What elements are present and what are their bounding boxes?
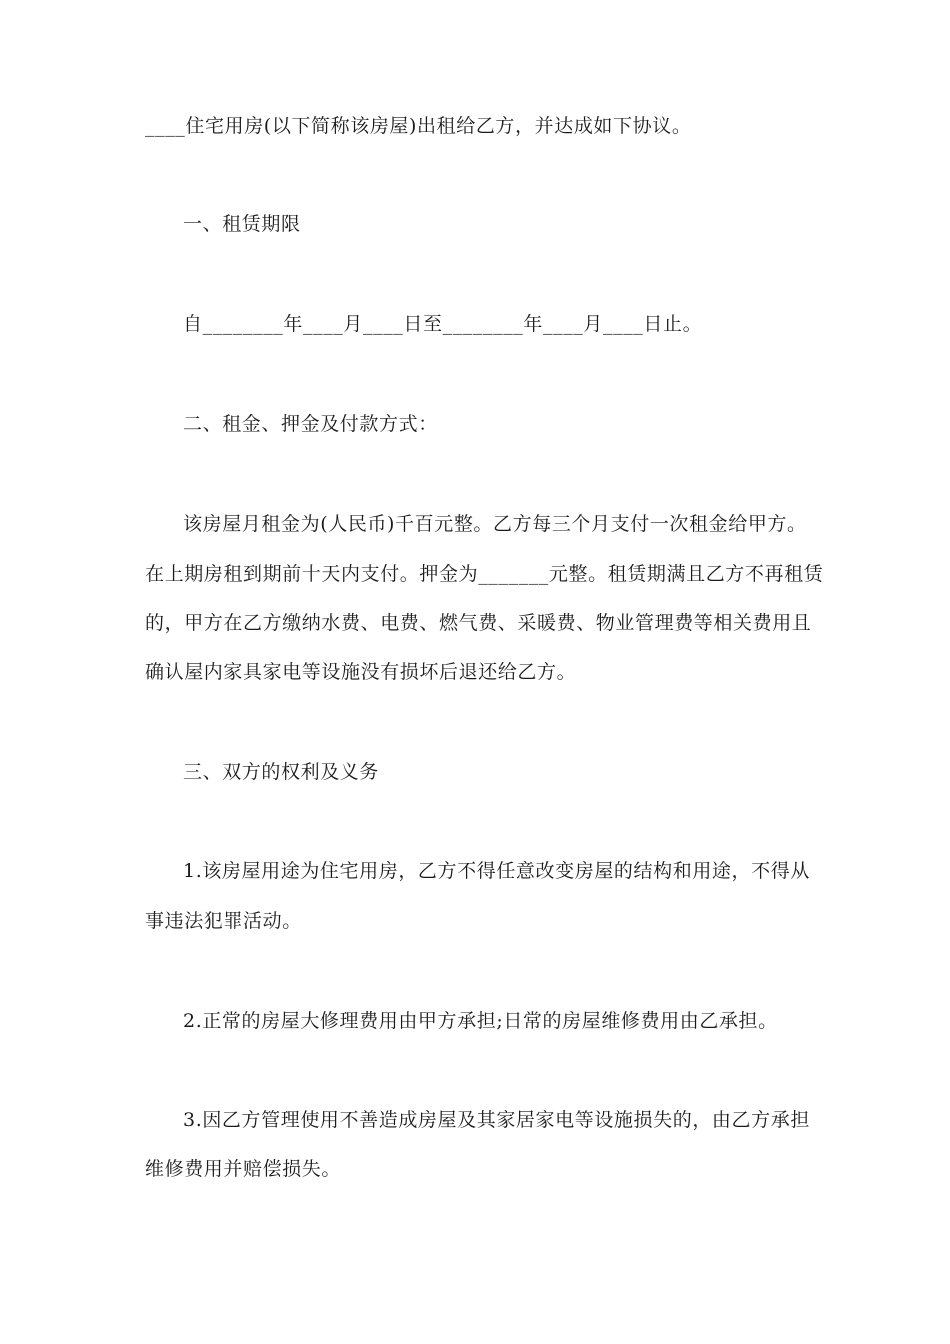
lease-period-line: 自________年____月____日至________年____月____日止。: [183, 313, 703, 335]
clause-3-line-2: 维修费用并赔偿损失。: [145, 1158, 342, 1180]
section-3-heading: 三、双方的权利及义务: [183, 761, 380, 783]
intro-line: ____住宅用房(以下简称该房屋)出租给乙方，并达成如下协议。: [145, 115, 692, 137]
section-1-heading: 一、租赁期限: [183, 213, 301, 235]
rent-paragraph-line-3: 的，甲方在乙方缴纳水费、电费、燃气费、采暖费、物业管理费等相关费用且: [145, 612, 812, 634]
rent-paragraph-line-4: 确认屋内家具家电等设施没有损坏后退还给乙方。: [145, 661, 577, 683]
rent-paragraph-line-2: 在上期房租到期前十天内支付。押金为_______元整。租赁期满且乙方不再租赁: [145, 563, 824, 585]
clause-1-line-2: 事违法犯罪活动。: [145, 910, 302, 932]
clause-3-line-1: 3.因乙方管理使用不善造成房屋及其家居家电等设施损失的，由乙方承担: [183, 1109, 810, 1131]
section-2-heading: 二、租金、押金及付款方式：: [183, 413, 438, 435]
clause-2-line: 2.正常的房屋大修理费用由甲方承担;日常的房屋维修费用由乙承担。: [183, 1010, 778, 1032]
clause-1-line-1: 1.该房屋用途为住宅用房，乙方不得任意改变房屋的结构和用途，不得从: [183, 860, 810, 882]
rent-paragraph-line-1: 该房屋月租金为(人民币)千百元整。乙方每三个月支付一次租金给甲方。: [183, 513, 807, 535]
